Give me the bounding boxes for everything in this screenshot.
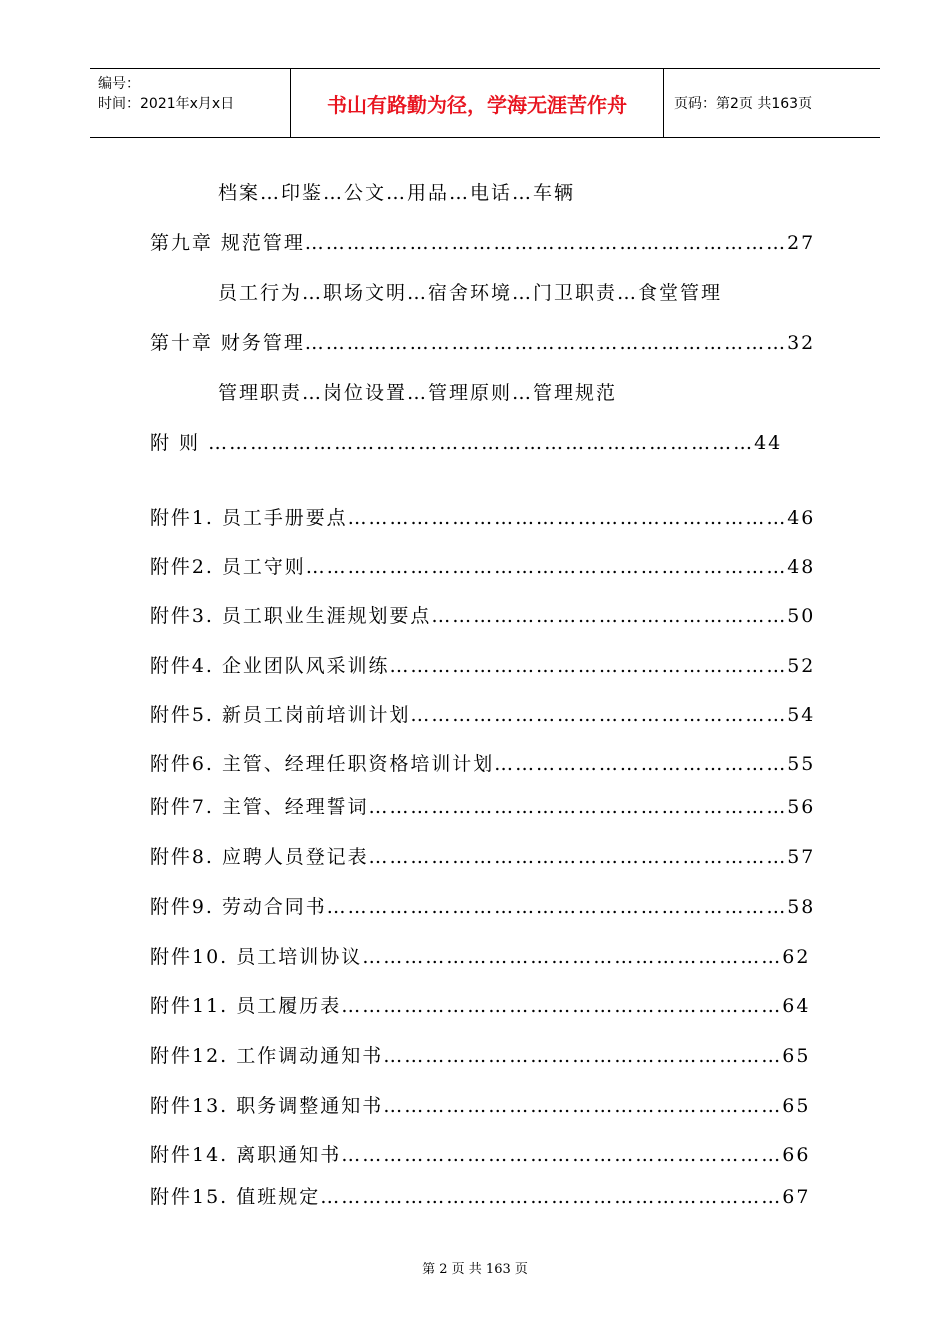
toc-line: 附件10. 员工培训协议……………………………………………………62 [150,946,811,968]
toc-line: 附件4. 企业团队风采训练…………………………………………………52 [150,655,816,677]
toc-line: 附 则 ……………………………………………………………………44 [150,432,783,454]
header-page-info: 页码：第2页 共163页 [674,96,813,112]
header-table [90,68,880,138]
toc-line: 附件11. 员工履历表………………………………………………………64 [150,995,811,1017]
time-label: 时间：2021年x月x日 [98,96,235,112]
code-label: 编号： [98,76,140,92]
toc-line: 附件7. 主管、经理誓词……………………………………………………56 [150,796,816,818]
toc-line: 第十章 财务管理……………………………………………………………32 [150,332,816,354]
toc-line: 第九章 规范管理……………………………………………………………27 [150,232,816,254]
toc-line: 附件9. 劳动合同书…………………………………………………………58 [150,896,816,918]
toc-line: 附件5. 新员工岗前培训计划………………………………………………54 [150,704,816,726]
toc-line: 附件12. 工作调动通知书…………………………………………………65 [150,1045,811,1067]
page-footer: 第 2 页 共 163 页 [422,1262,528,1277]
toc-line: 附件13. 职务调整通知书…………………………………………………65 [150,1095,811,1117]
toc-line: 附件1. 员工手册要点………………………………………………………46 [150,507,816,529]
header-meta-cell [90,69,291,137]
toc-line: 档案…印鉴…公文…用品…电话…车辆 [218,182,576,204]
toc-line: 附件14. 离职通知书………………………………………………………66 [150,1144,811,1166]
toc-line: 附件2. 员工守则……………………………………………………………48 [150,556,816,578]
toc-line: 附件3. 员工职业生涯规划要点……………………………………………50 [150,605,816,627]
toc-line: 员工行为…职场文明…宿舍环境…门卫职责…食堂管理 [218,282,723,304]
toc-line: 附件15. 值班规定…………………………………………………………67 [150,1186,811,1208]
motto: 书山有路勤为径，学海无涯苦作舟 [291,69,664,137]
toc-line: 管理职责…岗位设置…管理原则…管理规范 [218,382,618,404]
toc-line: 附件6. 主管、经理任职资格培训计划……………………………………55 [150,753,816,775]
toc-line: 附件8. 应聘人员登记表……………………………………………………57 [150,846,816,868]
